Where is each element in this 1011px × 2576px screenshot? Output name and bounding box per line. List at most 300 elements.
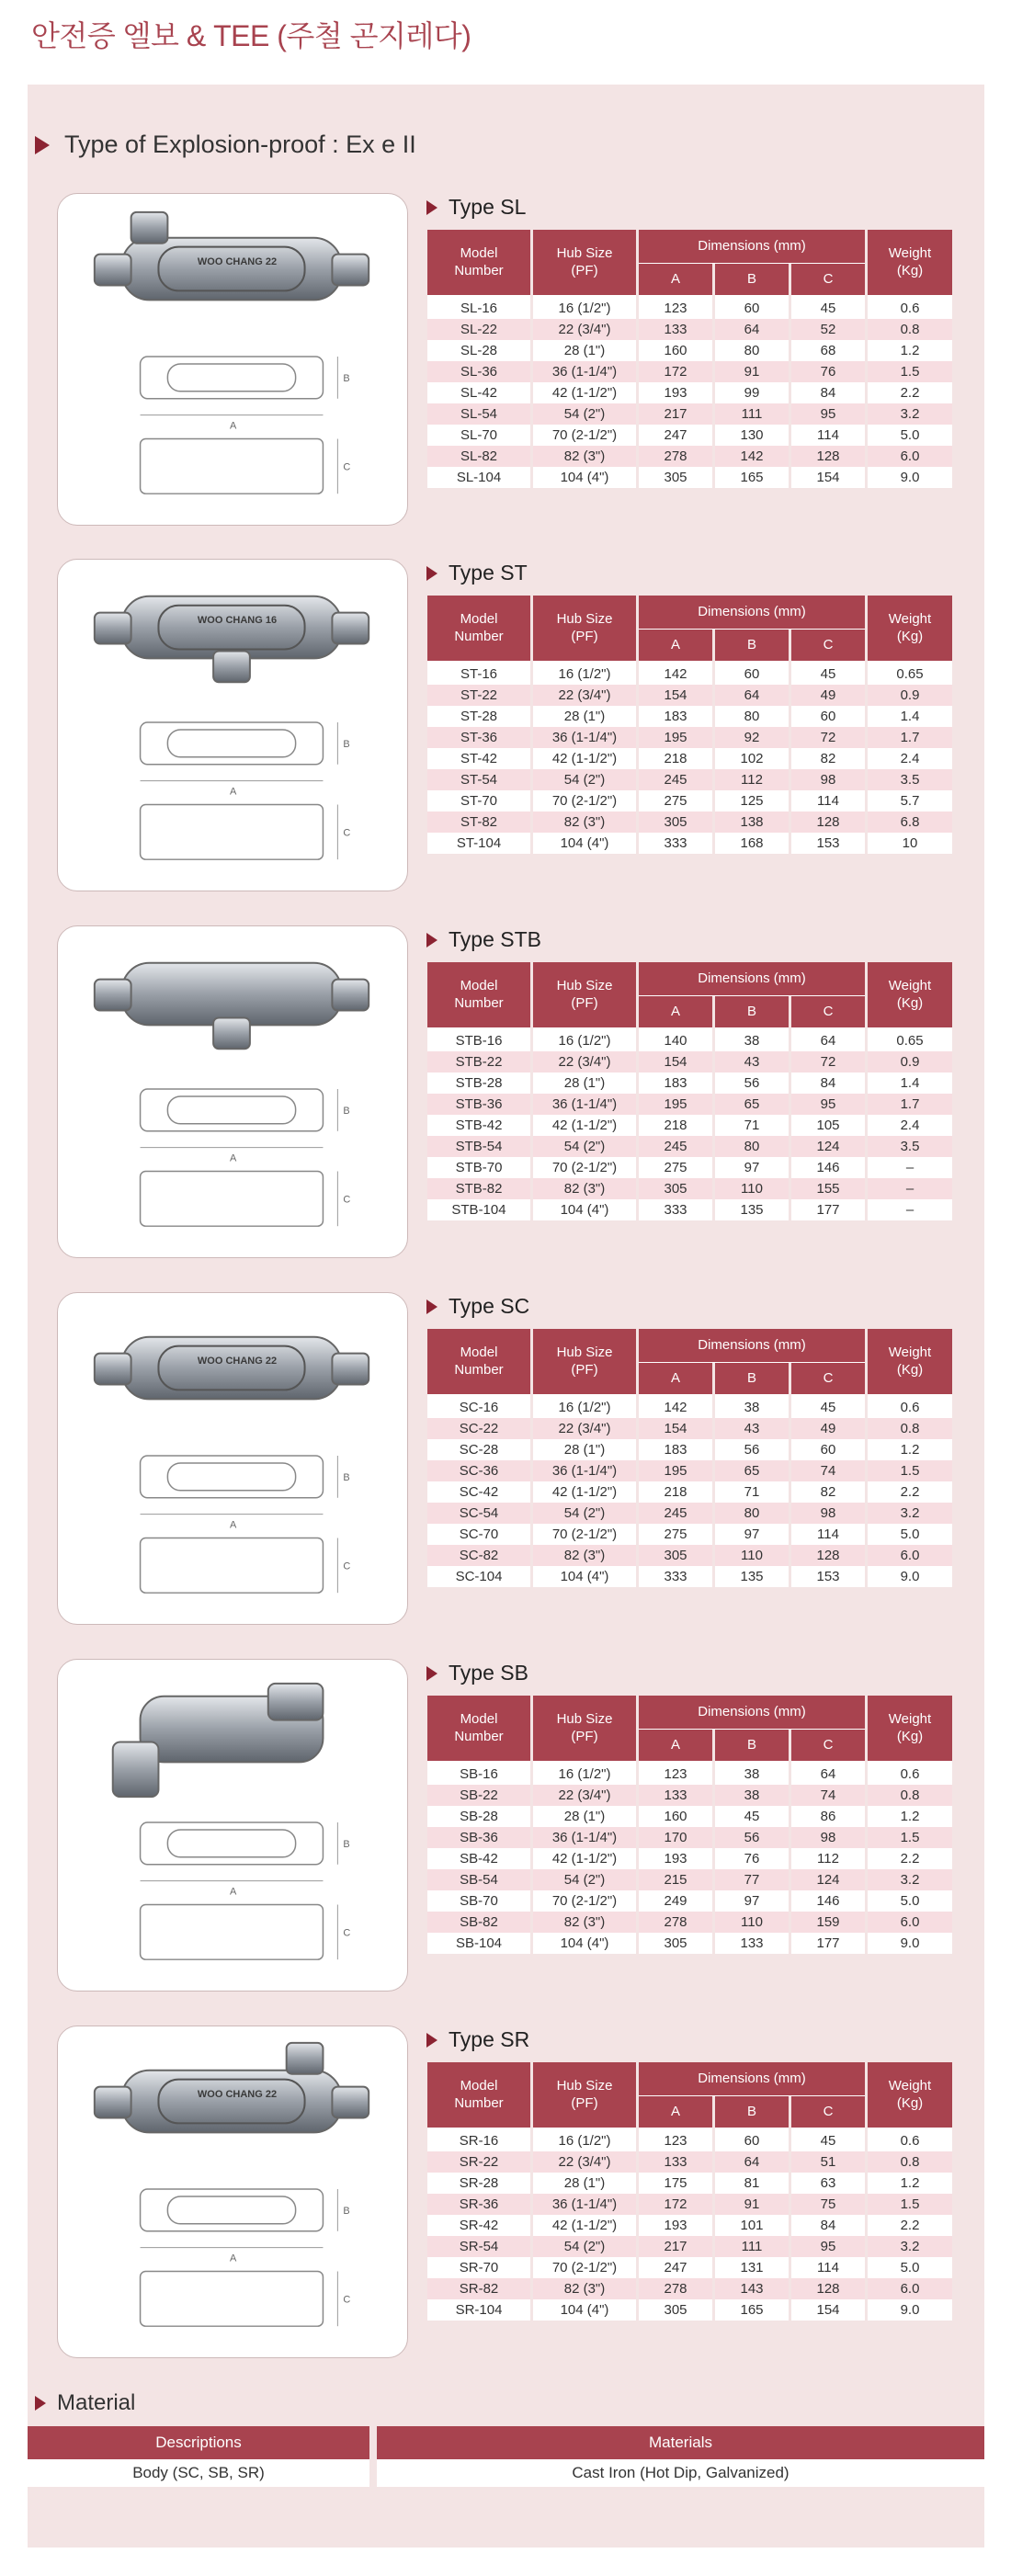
type-title bbox=[426, 561, 528, 585]
material-heading-text: Material bbox=[57, 2390, 136, 2415]
table-cell: 6.0 bbox=[868, 1545, 952, 1566]
table-cell: 54 (2") bbox=[533, 1136, 636, 1157]
table-cell: 56 bbox=[715, 1072, 789, 1094]
table-cell: 84 bbox=[791, 382, 865, 403]
svg-text:A: A bbox=[230, 1152, 237, 1164]
table-row bbox=[427, 1912, 952, 1933]
table-cell: 114 bbox=[791, 425, 865, 446]
table-cell: SR-104 bbox=[427, 2299, 530, 2321]
table-cell: 1.5 bbox=[868, 1460, 952, 1481]
table-cell: 3.5 bbox=[868, 1136, 952, 1157]
type-title bbox=[426, 195, 526, 220]
table-cell: 16 (1/2") bbox=[533, 664, 636, 685]
table-cell: 56 bbox=[715, 1827, 789, 1848]
fitting-cast-label: WOO CHANG 22 bbox=[197, 1356, 278, 1367]
table-cell: 64 bbox=[715, 319, 789, 340]
table-cell: 218 bbox=[639, 1481, 712, 1503]
table-cell: – bbox=[868, 1178, 952, 1199]
svg-text:C: C bbox=[343, 827, 351, 839]
table-cell: 45 bbox=[791, 2130, 865, 2151]
table-row bbox=[427, 1848, 952, 1869]
table-row bbox=[427, 1785, 952, 1806]
fitting-image bbox=[57, 2026, 408, 2358]
table-cell: 28 (1") bbox=[533, 706, 636, 727]
svg-text:B: B bbox=[343, 1105, 350, 1117]
table-row bbox=[427, 1418, 952, 1439]
header-a: A bbox=[639, 264, 712, 298]
table-row bbox=[427, 706, 952, 727]
table-cell: 6.0 bbox=[868, 2278, 952, 2299]
table-cell: 42 (1-1/2") bbox=[533, 748, 636, 769]
table-cell: 82 (3") bbox=[533, 2278, 636, 2299]
spec-table bbox=[425, 1696, 955, 1954]
material-col-materials: Materials bbox=[377, 2426, 984, 2459]
header-dimensions: Dimensions (mm) bbox=[639, 1329, 865, 1363]
table-cell: ST-36 bbox=[427, 727, 530, 748]
section-heading bbox=[35, 131, 416, 159]
table-cell: 0.8 bbox=[868, 1785, 952, 1806]
table-cell: STB-22 bbox=[427, 1051, 530, 1072]
table-cell: 1.7 bbox=[868, 1094, 952, 1115]
table-cell: 111 bbox=[715, 403, 789, 425]
table-row bbox=[427, 298, 952, 319]
table-cell: 245 bbox=[639, 769, 712, 790]
table-cell: 60 bbox=[791, 706, 865, 727]
table-cell: 98 bbox=[791, 1827, 865, 1848]
table-cell: 114 bbox=[791, 790, 865, 811]
table-cell: SL-104 bbox=[427, 467, 530, 488]
table-cell: 155 bbox=[791, 1178, 865, 1199]
table-cell: 123 bbox=[639, 2130, 712, 2151]
header-a: A bbox=[639, 996, 712, 1030]
table-cell: SR-22 bbox=[427, 2151, 530, 2173]
table-row bbox=[427, 2215, 952, 2236]
table-cell: 28 (1") bbox=[533, 340, 636, 361]
material-col-separator bbox=[369, 2426, 377, 2459]
svg-text:B: B bbox=[343, 1838, 350, 1850]
table-cell: 275 bbox=[639, 1157, 712, 1178]
table-cell: 2.2 bbox=[868, 2215, 952, 2236]
table-cell: 38 bbox=[715, 1397, 789, 1418]
header-weight: Weight (Kg) bbox=[868, 1696, 952, 1764]
material-value-cell: Cast Iron (Hot Dip, Galvanized) bbox=[377, 2459, 984, 2487]
table-cell: 130 bbox=[715, 425, 789, 446]
table-row bbox=[427, 1157, 952, 1178]
table-cell: 112 bbox=[715, 769, 789, 790]
type-title-text: Type STB bbox=[449, 927, 541, 951]
table-cell: 22 (3/4") bbox=[533, 685, 636, 706]
table-row bbox=[427, 1503, 952, 1524]
triangle-bullet-icon bbox=[426, 1299, 437, 1314]
table-cell: 245 bbox=[639, 1136, 712, 1157]
table-cell: 111 bbox=[715, 2236, 789, 2257]
table-cell: 36 (1-1/4") bbox=[533, 1827, 636, 1848]
table-cell: SC-22 bbox=[427, 1418, 530, 1439]
table-cell: 9.0 bbox=[868, 1933, 952, 1954]
material-table bbox=[28, 2426, 984, 2487]
svg-text:C: C bbox=[343, 1560, 351, 1572]
table-cell: 54 (2") bbox=[533, 403, 636, 425]
table-cell: 72 bbox=[791, 727, 865, 748]
table-cell: 49 bbox=[791, 685, 865, 706]
table-cell: 110 bbox=[715, 1912, 789, 1933]
table-cell: 159 bbox=[791, 1912, 865, 1933]
table-cell: 97 bbox=[715, 1524, 789, 1545]
table-cell: STB-54 bbox=[427, 1136, 530, 1157]
table-cell: 2.2 bbox=[868, 382, 952, 403]
table-row bbox=[427, 340, 952, 361]
table-cell: 275 bbox=[639, 790, 712, 811]
table-row bbox=[427, 1524, 952, 1545]
table-cell: 131 bbox=[715, 2257, 789, 2278]
header-b: B bbox=[715, 996, 789, 1030]
table-cell: STB-82 bbox=[427, 1178, 530, 1199]
table-cell: 305 bbox=[639, 2299, 712, 2321]
table-cell: 124 bbox=[791, 1869, 865, 1890]
table-cell: SB-82 bbox=[427, 1912, 530, 1933]
table-cell: 95 bbox=[791, 2236, 865, 2257]
table-cell: 80 bbox=[715, 1136, 789, 1157]
table-cell: 70 (2-1/2") bbox=[533, 790, 636, 811]
table-row bbox=[427, 1827, 952, 1848]
table-cell: 110 bbox=[715, 1545, 789, 1566]
header-b: B bbox=[715, 630, 789, 664]
header-dimensions: Dimensions (mm) bbox=[639, 230, 865, 264]
table-cell: 38 bbox=[715, 1764, 789, 1785]
header-b: B bbox=[715, 2096, 789, 2130]
table-cell: 3.2 bbox=[868, 1869, 952, 1890]
table-cell: SC-104 bbox=[427, 1566, 530, 1587]
table-row bbox=[427, 2299, 952, 2321]
table-cell: 0.65 bbox=[868, 664, 952, 685]
material-heading bbox=[35, 2390, 135, 2416]
triangle-bullet-icon bbox=[426, 2033, 437, 2048]
table-cell: 218 bbox=[639, 1115, 712, 1136]
material-row-separator bbox=[369, 2459, 377, 2487]
table-row bbox=[427, 727, 952, 748]
table-cell: SB-22 bbox=[427, 1785, 530, 1806]
svg-text:B: B bbox=[343, 2205, 350, 2217]
spec-table bbox=[425, 596, 955, 854]
table-row bbox=[427, 1869, 952, 1890]
header-dimensions: Dimensions (mm) bbox=[639, 596, 865, 630]
header-hub-size: Hub Size (PF) bbox=[533, 1696, 636, 1764]
table-cell: 36 (1-1/4") bbox=[533, 2194, 636, 2215]
table-cell: 2.2 bbox=[868, 1481, 952, 1503]
table-cell: 172 bbox=[639, 2194, 712, 2215]
header-a: A bbox=[639, 630, 712, 664]
table-cell: 1.5 bbox=[868, 1827, 952, 1848]
table-cell: 16 (1/2") bbox=[533, 1397, 636, 1418]
header-c: C bbox=[791, 2096, 865, 2130]
table-cell: 104 (4") bbox=[533, 1933, 636, 1954]
table-cell: 42 (1-1/2") bbox=[533, 2215, 636, 2236]
product-block bbox=[57, 925, 967, 1265]
table-row bbox=[427, 664, 952, 685]
table-cell: 84 bbox=[791, 1072, 865, 1094]
table-cell: SC-54 bbox=[427, 1503, 530, 1524]
material-description-cell: Body (SC, SB, SR) bbox=[28, 2459, 369, 2487]
header-hub-size: Hub Size (PF) bbox=[533, 2062, 636, 2130]
table-cell: 104 (4") bbox=[533, 2299, 636, 2321]
table-cell: 60 bbox=[715, 2130, 789, 2151]
table-row bbox=[427, 1890, 952, 1912]
table-cell: 128 bbox=[791, 2278, 865, 2299]
table-row bbox=[427, 833, 952, 854]
table-cell: 82 bbox=[791, 748, 865, 769]
table-cell: 95 bbox=[791, 403, 865, 425]
svg-text:B: B bbox=[343, 1471, 350, 1483]
table-cell: 1.5 bbox=[868, 2194, 952, 2215]
table-cell: 215 bbox=[639, 1869, 712, 1890]
header-weight: Weight (Kg) bbox=[868, 230, 952, 298]
product-block bbox=[57, 1659, 967, 1999]
table-cell: 278 bbox=[639, 1912, 712, 1933]
table-cell: 42 (1-1/2") bbox=[533, 1481, 636, 1503]
table-cell: 1.4 bbox=[868, 706, 952, 727]
table-row bbox=[427, 425, 952, 446]
table-cell: SL-54 bbox=[427, 403, 530, 425]
header-c: C bbox=[791, 1730, 865, 1764]
triangle-bullet-icon bbox=[35, 2396, 46, 2411]
svg-text:A: A bbox=[230, 1886, 237, 1898]
table-cell: 146 bbox=[791, 1157, 865, 1178]
table-cell: ST-28 bbox=[427, 706, 530, 727]
product-block bbox=[57, 193, 967, 533]
table-row bbox=[427, 1481, 952, 1503]
table-cell: SB-42 bbox=[427, 1848, 530, 1869]
table-cell: 68 bbox=[791, 340, 865, 361]
header-dimensions: Dimensions (mm) bbox=[639, 1696, 865, 1730]
header-weight: Weight (Kg) bbox=[868, 2062, 952, 2130]
table-cell: 170 bbox=[639, 1827, 712, 1848]
table-cell: SL-16 bbox=[427, 298, 530, 319]
fitting-cast-label: WOO CHANG 22 bbox=[197, 256, 278, 267]
page-title: 안전증 엘보 & TEE (주철 곤지레다) bbox=[31, 19, 471, 52]
table-cell: 2.4 bbox=[868, 748, 952, 769]
svg-text:A: A bbox=[230, 2253, 237, 2264]
svg-text:A: A bbox=[230, 420, 237, 432]
table-cell: 101 bbox=[715, 2215, 789, 2236]
table-cell: 0.8 bbox=[868, 2151, 952, 2173]
svg-text:B: B bbox=[343, 738, 350, 750]
table-cell: SR-16 bbox=[427, 2130, 530, 2151]
header-model: Model Number bbox=[427, 962, 530, 1030]
table-cell: 142 bbox=[639, 1397, 712, 1418]
table-cell: 135 bbox=[715, 1566, 789, 1587]
table-cell: SL-42 bbox=[427, 382, 530, 403]
table-cell: 38 bbox=[715, 1030, 789, 1051]
product-block bbox=[57, 559, 967, 899]
table-cell: 64 bbox=[715, 685, 789, 706]
type-title-text: Type SC bbox=[449, 1294, 530, 1318]
table-cell: 16 (1/2") bbox=[533, 1764, 636, 1785]
table-row bbox=[427, 1397, 952, 1418]
table-cell: 1.5 bbox=[868, 361, 952, 382]
table-cell: SR-82 bbox=[427, 2278, 530, 2299]
table-cell: 133 bbox=[715, 1933, 789, 1954]
table-cell: 195 bbox=[639, 727, 712, 748]
table-cell: 195 bbox=[639, 1460, 712, 1481]
table-cell: 65 bbox=[715, 1460, 789, 1481]
table-cell: 165 bbox=[715, 2299, 789, 2321]
material-col-descriptions: Descriptions bbox=[28, 2426, 369, 2459]
table-cell: 249 bbox=[639, 1890, 712, 1912]
table-cell: SR-42 bbox=[427, 2215, 530, 2236]
table-cell: 80 bbox=[715, 1503, 789, 1524]
table-cell: 172 bbox=[639, 361, 712, 382]
table-cell: 76 bbox=[791, 361, 865, 382]
table-cell: 0.6 bbox=[868, 1764, 952, 1785]
triangle-bullet-icon bbox=[426, 566, 437, 581]
table-cell: 193 bbox=[639, 1848, 712, 1869]
table-cell: 0.6 bbox=[868, 1397, 952, 1418]
table-row bbox=[427, 382, 952, 403]
table-cell: SC-28 bbox=[427, 1439, 530, 1460]
table-cell: SC-36 bbox=[427, 1460, 530, 1481]
table-cell: SB-28 bbox=[427, 1806, 530, 1827]
svg-text:C: C bbox=[343, 1194, 351, 1206]
table-cell: 160 bbox=[639, 1806, 712, 1827]
table-cell: 195 bbox=[639, 1094, 712, 1115]
triangle-bullet-icon bbox=[35, 136, 50, 154]
table-cell: 98 bbox=[791, 1503, 865, 1524]
table-cell: 16 (1/2") bbox=[533, 298, 636, 319]
header-hub-size: Hub Size (PF) bbox=[533, 1329, 636, 1397]
table-cell: 98 bbox=[791, 769, 865, 790]
header-c: C bbox=[791, 1363, 865, 1397]
table-cell: STB-28 bbox=[427, 1072, 530, 1094]
header-dimensions: Dimensions (mm) bbox=[639, 962, 865, 996]
table-cell: 75 bbox=[791, 2194, 865, 2215]
table-cell: 154 bbox=[639, 685, 712, 706]
table-cell: 104 (4") bbox=[533, 833, 636, 854]
table-cell: 9.0 bbox=[868, 1566, 952, 1587]
table-cell: 3.2 bbox=[868, 2236, 952, 2257]
table-cell: 154 bbox=[791, 2299, 865, 2321]
table-cell: 110 bbox=[715, 1178, 789, 1199]
table-cell: 2.4 bbox=[868, 1115, 952, 1136]
table-cell: 6.8 bbox=[868, 811, 952, 833]
table-cell: 38 bbox=[715, 1785, 789, 1806]
table-cell: ST-82 bbox=[427, 811, 530, 833]
table-cell: 183 bbox=[639, 1072, 712, 1094]
table-cell: 125 bbox=[715, 790, 789, 811]
table-row bbox=[427, 1806, 952, 1827]
table-cell: ST-104 bbox=[427, 833, 530, 854]
header-c: C bbox=[791, 996, 865, 1030]
table-cell: 9.0 bbox=[868, 467, 952, 488]
table-cell: 183 bbox=[639, 1439, 712, 1460]
header-hub-size: Hub Size (PF) bbox=[533, 962, 636, 1030]
table-row bbox=[427, 467, 952, 488]
table-row bbox=[427, 1566, 952, 1587]
table-cell: 183 bbox=[639, 706, 712, 727]
table-cell: 114 bbox=[791, 2257, 865, 2278]
table-cell: SB-36 bbox=[427, 1827, 530, 1848]
table-cell: 133 bbox=[639, 2151, 712, 2173]
table-row bbox=[427, 319, 952, 340]
table-cell: 22 (3/4") bbox=[533, 1418, 636, 1439]
type-title-text: Type ST bbox=[449, 561, 528, 584]
table-cell: 1.2 bbox=[868, 2173, 952, 2194]
table-cell: 218 bbox=[639, 748, 712, 769]
table-cell: 43 bbox=[715, 1051, 789, 1072]
table-row bbox=[427, 790, 952, 811]
type-title-text: Type SB bbox=[449, 1661, 528, 1685]
table-cell: SC-42 bbox=[427, 1481, 530, 1503]
spec-table bbox=[425, 230, 955, 488]
table-cell: 5.0 bbox=[868, 2257, 952, 2278]
table-cell: SR-70 bbox=[427, 2257, 530, 2278]
table-cell: 70 (2-1/2") bbox=[533, 425, 636, 446]
spec-table bbox=[425, 2062, 955, 2321]
table-row bbox=[427, 2236, 952, 2257]
product-block bbox=[57, 2026, 967, 2366]
table-cell: 72 bbox=[791, 1051, 865, 1072]
table-cell: 333 bbox=[639, 1199, 712, 1220]
table-cell: 5.7 bbox=[868, 790, 952, 811]
triangle-bullet-icon bbox=[426, 1666, 437, 1681]
table-cell: 81 bbox=[715, 2173, 789, 2194]
table-cell: ST-42 bbox=[427, 748, 530, 769]
table-cell: 70 (2-1/2") bbox=[533, 1157, 636, 1178]
table-cell: 154 bbox=[639, 1418, 712, 1439]
table-cell: 0.9 bbox=[868, 685, 952, 706]
table-row bbox=[427, 1115, 952, 1136]
table-cell: 160 bbox=[639, 340, 712, 361]
header-weight: Weight (Kg) bbox=[868, 596, 952, 664]
header-a: A bbox=[639, 1730, 712, 1764]
table-row bbox=[427, 1764, 952, 1785]
table-cell: 278 bbox=[639, 2278, 712, 2299]
table-cell: 5.0 bbox=[868, 1524, 952, 1545]
table-cell: 124 bbox=[791, 1136, 865, 1157]
table-cell: ST-22 bbox=[427, 685, 530, 706]
header-b: B bbox=[715, 1363, 789, 1397]
table-row bbox=[427, 811, 952, 833]
table-cell: 16 (1/2") bbox=[533, 2130, 636, 2151]
table-cell: 84 bbox=[791, 2215, 865, 2236]
table-cell: – bbox=[868, 1199, 952, 1220]
table-cell: STB-16 bbox=[427, 1030, 530, 1051]
table-cell: 153 bbox=[791, 833, 865, 854]
table-cell: 5.0 bbox=[868, 1890, 952, 1912]
table-cell: 275 bbox=[639, 1524, 712, 1545]
fitting-image bbox=[57, 1292, 408, 1625]
table-cell: 10 bbox=[868, 833, 952, 854]
type-title bbox=[426, 1294, 529, 1319]
fitting-image bbox=[57, 925, 408, 1258]
svg-text:C: C bbox=[343, 1927, 351, 1939]
spec-table bbox=[425, 1329, 955, 1587]
table-cell: 154 bbox=[639, 1051, 712, 1072]
table-cell: – bbox=[868, 1157, 952, 1178]
table-cell: 104 (4") bbox=[533, 467, 636, 488]
table-row bbox=[427, 769, 952, 790]
table-row bbox=[427, 2130, 952, 2151]
table-cell: 123 bbox=[639, 298, 712, 319]
svg-text:B: B bbox=[343, 372, 350, 384]
table-cell: 63 bbox=[791, 2173, 865, 2194]
table-cell: 64 bbox=[791, 1030, 865, 1051]
svg-text:A: A bbox=[230, 786, 237, 798]
table-cell: 102 bbox=[715, 748, 789, 769]
table-cell: 45 bbox=[791, 664, 865, 685]
table-cell: 77 bbox=[715, 1869, 789, 1890]
table-row bbox=[427, 1094, 952, 1115]
header-hub-size: Hub Size (PF) bbox=[533, 596, 636, 664]
